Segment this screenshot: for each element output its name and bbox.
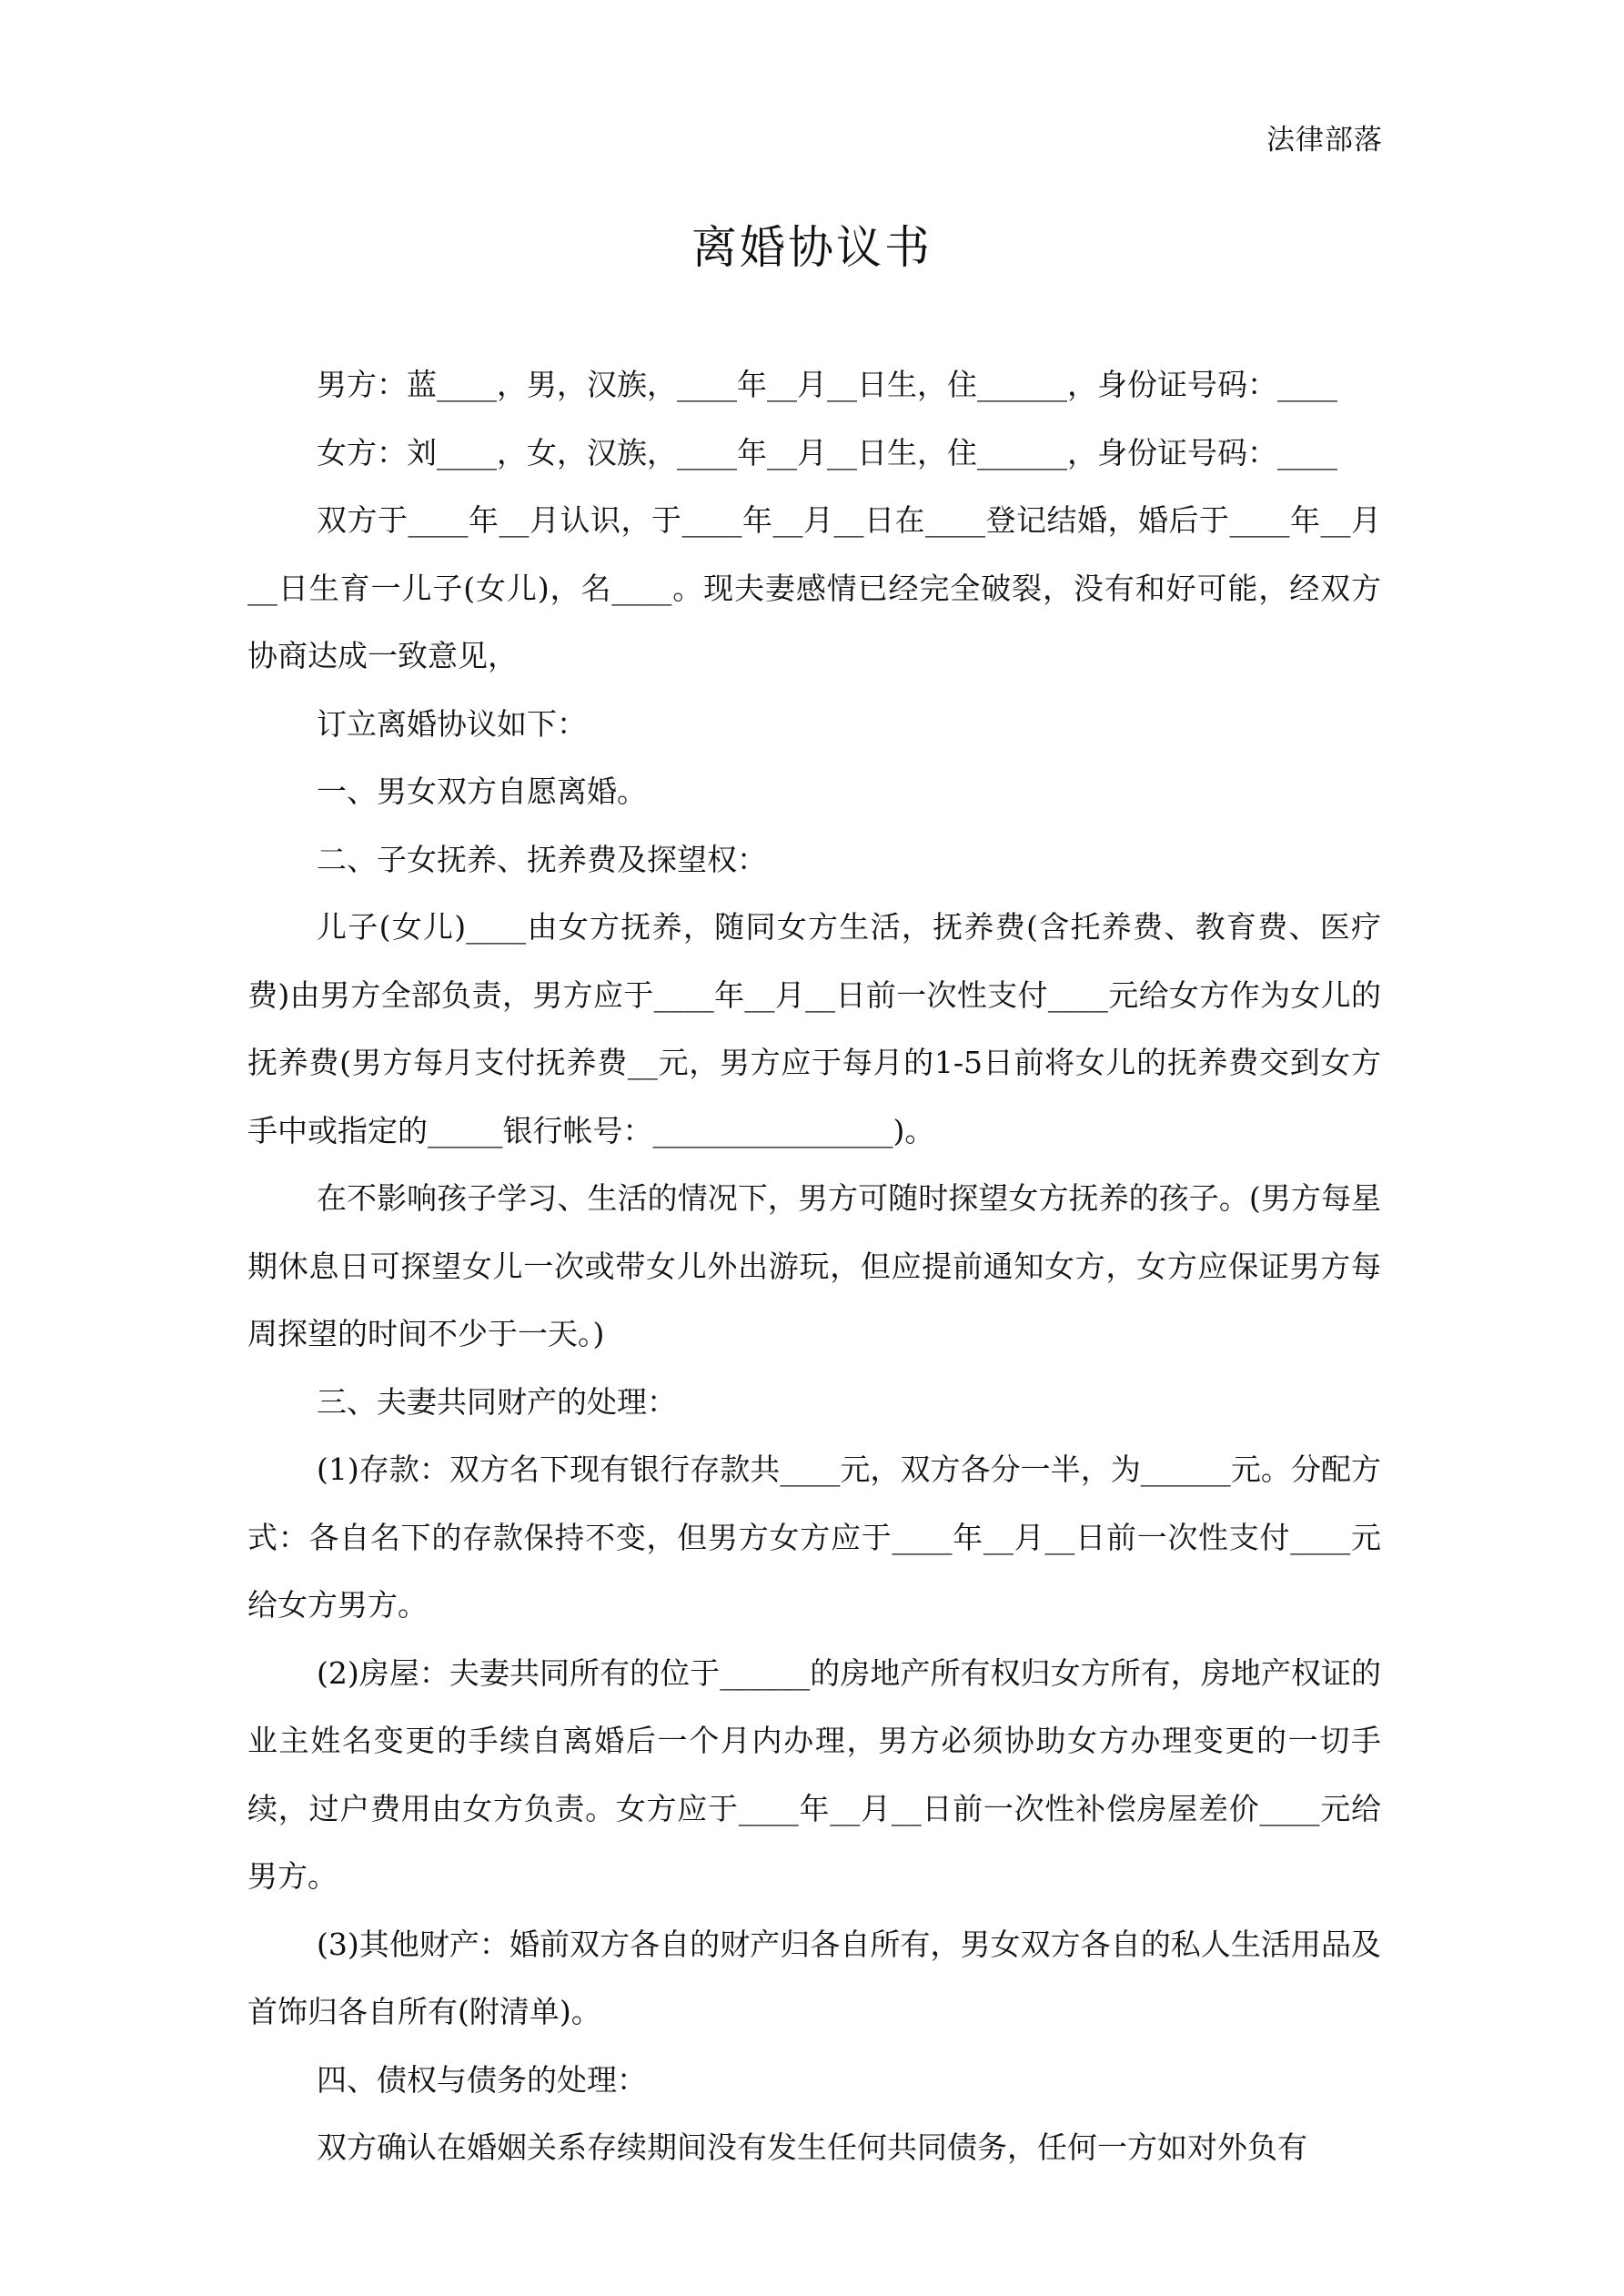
paragraph-agreement-intro: 订立离婚协议如下： — [317, 705, 587, 742]
section-heading-voluntary-divorce: 一、男女双方自愿离婚。 — [317, 774, 647, 809]
paragraph-child-support: 儿子(女儿)____由女方抚养，随同女方生活，抚养费(含托养费、教育费、医疗费)由男方全部负责，男方应于____年__月__日前一次性支付____元给女方作为女儿的抚养费(男方每月支付抚养费__元，男方应于每月的1-5日前将女儿的抚养费交到女方手中或指定的_____银行帐号：________________)。 — [247, 909, 1381, 1148]
paragraph-visitation: 在不影响孩子学习、生活的情况下，男方可随时探望女方抚养的孩子。(男方每星期休息日可探望女儿一次或带女儿外出游玩，但应提前通知女方，女方应保证男方每周探望的时间不少于一天。) — [247, 1180, 1381, 1351]
paragraph-housing: (2)房屋：夫妻共同所有的位于______的房地产所有权归女方所有，房地产权证的业主姓名变更的手续自离婚后一个月内办理，男方必须协助女方办理变更的一切手续，过户费用由女方负责。女方应于____年__月__日前一次性补偿房屋差价____元给男方。 — [247, 1654, 1381, 1894]
paragraph-male-party: 男方：蓝____，男，汉族，____年__月__日生，住______，身份证号码：____ — [317, 367, 1337, 402]
paragraph-marriage-background: 双方于____年__月认识，于____年__月__日在____登记结婚，婚后于____年__月__日生育一儿子(女儿)，名____。现夫妻感情已经完全破裂，没有和好可能，经双方协商达成一致意见， — [247, 502, 1381, 673]
section-heading-debts: 四、债权与债务的处理： — [317, 2061, 647, 2098]
paragraph-debts: 双方确认在婚姻关系存续期间没有发生任何共同债务，任何一方如对外负有 — [317, 2129, 1307, 2165]
document-body — [247, 351, 1381, 2182]
paragraph-other-property: (3)其他财产：婚前双方各自的财产归各自所有，男女双方各自的私人生活用品及首饰归各自所有(附清单)。 — [247, 1926, 1381, 2029]
paragraph-deposits: (1)存款：双方名下现有银行存款共____元，双方各分一半，为______元。分配方式：各自名下的存款保持不变，但男方女方应于____年__月__日前一次性支付____元给女方男方。 — [247, 1451, 1381, 1623]
paragraph-female-party: 女方：刘____，女，汉族，____年__月__日生，住______，身份证号码：____ — [317, 434, 1337, 470]
section-heading-joint-property: 三、夫妻共同财产的处理： — [317, 1383, 677, 1420]
document-title: 离婚协议书 — [691, 221, 933, 274]
header-brand: 法律部落 — [1266, 124, 1383, 157]
section-heading-child-custody: 二、子女抚养、抚养费及探望权： — [317, 841, 767, 877]
